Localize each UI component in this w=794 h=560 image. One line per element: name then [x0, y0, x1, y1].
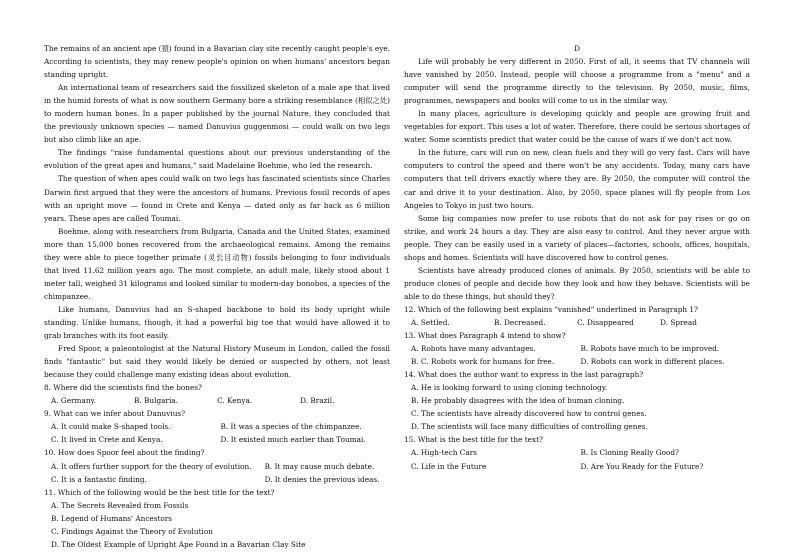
- answer-option[interactable]: D. Brazil.: [300, 396, 335, 406]
- answer-option[interactable]: B. It may cause much debate.: [264, 461, 375, 471]
- passage-paragraph: The question of when apes could walk on two legs has fascinated scientists since Charles Darwin first argued that they were the ancestors of humans. Previous fossil records of apes with an upright move — found in Crete and Kenya — dated only as far back as 6 million years. These apes are called Toumai.: [44, 174, 390, 223]
- answer-options: [404, 355, 750, 368]
- answer-option[interactable]: A. He is looking forward to using cloning technology.: [411, 383, 608, 393]
- question-stem: 13. What does Paragraph 4 intend to show?: [404, 331, 566, 341]
- answer-option[interactable]: A. It could make S-shaped tools.: [51, 422, 171, 432]
- answer-options: [44, 473, 390, 486]
- answer-option[interactable]: C. Findings Against the Theory of Evolution: [51, 526, 213, 536]
- question-stem: 12. Which of the following best explains "vanished" underlined in Paragraph 1?: [404, 304, 698, 314]
- answer-option[interactable]: A. Robots have many advantages.: [411, 344, 536, 354]
- answer-option[interactable]: D. It existed much earlier than Toumai.: [220, 435, 366, 445]
- answer-option[interactable]: A. The Secrets Revealed from Fossils: [51, 500, 189, 510]
- question-stem: 14. What does the author want to express in the last paragraph?: [404, 370, 644, 380]
- answer-option[interactable]: C. Disappeared: [577, 317, 634, 327]
- answer-options: [404, 446, 750, 459]
- answer-option[interactable]: D. Robots can work in different places.: [580, 357, 725, 367]
- passage-paragraph: Some big companies now prefer to use robots that do not ask for pay rises or go on strike, and work 24 hours a day. They are also easy to control. And they never argue with people. They can be easily used in a variety of places—factories, schools, offices, hospitals, shops and homes. Scientists will have discovered how to control genes.: [404, 213, 750, 262]
- answer-option[interactable]: C. It is a fantastic finding.: [51, 474, 147, 484]
- answer-option[interactable]: A. Germany.: [51, 396, 96, 406]
- answer-option[interactable]: B. Legend of Humans' Ancestors: [51, 513, 173, 523]
- answer-option[interactable]: C. Life in the Future: [411, 461, 487, 471]
- question-stem: 9. What can we infer about Danuvius?: [44, 409, 186, 419]
- answer-option[interactable]: C. The scientists have already discovered how to control genes.: [411, 409, 647, 419]
- answer-option[interactable]: B. Robots have much to be improved.: [580, 344, 720, 354]
- answer-options: [44, 460, 390, 473]
- passage-c-column: [44, 42, 390, 551]
- passage-paragraph: In many places, agriculture is developing quickly and people are growing fruit and vegetables for export. This uses a lot of water. Therefore, there could be serious shortages of water. Some scientists predict that water could be the cause of wars if we don't act now.: [404, 109, 750, 145]
- passage-d-column: [404, 42, 750, 473]
- passage-paragraph: In the future, cars will run on new, clean fuels and they will go very fast. Cars will have computers to control the speed and there won't be any accidents. Today, many cars have computers that tell drivers exactly where they are. By 2050, the computer will control the car and drive it to your destination. Also, by 2050, space planes will fly people from Los Angeles to Tokyo in just two hours.: [404, 148, 750, 210]
- passage-paragraph: The remains of an ancient ape (猿) found in a Bavarian clay site recently caught people's eye. According to scientists, they may renew people's opinion on when humans' ancestors began standing upright.: [44, 44, 390, 80]
- answer-option[interactable]: D. The Oldest Example of Upright Ape Found in a Bavarian Clay Site: [51, 539, 306, 549]
- answer-option[interactable]: D. Are You Ready for the Future?: [580, 461, 704, 471]
- passage-paragraph: Boehme, along with researchers from Bulgaria, Canada and the United States, examined more than 15,000 bones recovered from the archaeological remains. Among the remains they were able to piece together primate (灵长目动物) fossils belonging to four individuals that lived 11.62 million years ago. The most complete, an adult male, likely stood about 1 meter tall, weighed 31 kilograms and looked similar to modern-day bonobos, a species of the chimpanzee.: [44, 226, 390, 301]
- answer-option[interactable]: A. Settled.: [411, 317, 450, 327]
- passage-label: D: [574, 44, 580, 53]
- passage-paragraph: Life will probably be very different in 2050. First of all, it seems that TV channels will have vanished by 2050. Instead, people will choose a programme from a "menu" and a computer will send the programme directly to the television. By 2050, music, films, programmes, newspapers and books will come to us in the similar way.: [404, 57, 750, 106]
- passage-paragraph: Like humans, Danuvius had an S-shaped backbone to hold its body upright while standing. Unlike humans, though, it had a powerful big toe that would have allowed it to grab branches with its foot easily.: [44, 304, 390, 341]
- answer-option[interactable]: B. He probably disagrees with the idea of human cloning.: [411, 396, 625, 406]
- answer-option[interactable]: A. It offers further support for the theory of evolution.: [51, 461, 252, 471]
- answer-options: [404, 460, 750, 473]
- question-stem: 15. What is the best title for the text?: [404, 435, 543, 445]
- answer-option[interactable]: C. Kenya.: [217, 396, 253, 406]
- answer-option[interactable]: C. It lived in Crete and Kenya.: [51, 435, 163, 445]
- answer-options: [404, 316, 750, 329]
- answer-option[interactable]: A. High-tech Cars: [411, 448, 477, 458]
- question-stem: 8. Where did the scientists find the bones?: [44, 383, 202, 393]
- answer-option[interactable]: D. It denies the previous ideas.: [264, 474, 380, 484]
- question-stem: 11. Which of the following would be the best title for the text?: [44, 487, 275, 497]
- answer-option[interactable]: B. Bulgaria.: [134, 396, 178, 406]
- answer-options: [44, 433, 390, 446]
- answer-option[interactable]: B. C. Robots work for humans for free.: [411, 357, 555, 367]
- question-stem: 10. How does Spoor feel about the finding?: [44, 448, 205, 458]
- answer-option[interactable]: B. Is Cloning Really Good?: [580, 448, 679, 458]
- answer-options: [404, 342, 750, 355]
- answer-option[interactable]: B. It was a species of the chimpanzee.: [220, 422, 362, 432]
- answer-option[interactable]: D. Spread: [660, 317, 697, 327]
- answer-option[interactable]: B. Decreased.: [494, 317, 546, 327]
- answer-options: [44, 420, 390, 433]
- passage-paragraph: An international team of researchers said the fossilized skeleton of a male ape that lived in the humid forests of what is now southern Germany bore a striking resemblance (相似之处) to modern human bones. In a paper published by the journal Nature, they concluded that the previously unknown species — named Danuvius guggenmosi — could walk on two legs but also climb like an ape.: [44, 83, 390, 145]
- answer-options: [44, 394, 390, 407]
- passage-paragraph: Fred Spoor, a paleontologist at the Natural History Museum in London, called the fossil finds "fantastic" but said they would likely be denied or suspected by others, not least because they could challenge many existing ideas about evolution.: [44, 344, 390, 380]
- answer-option[interactable]: D. The scientists will face many difficulties of controlling genes.: [411, 422, 648, 432]
- passage-paragraph: Scientists have already produced clones of animals. By 2050, scientists will be able to produce clones of people and decide how they look and how they behave. Scientists will be able to do these things, but should they?: [404, 265, 750, 301]
- passage-paragraph: The findings "raise fundamental questions about our previous understanding of the evolution of the great apes and humans," said Madelaine Boehme, who led the research.: [44, 148, 390, 171]
